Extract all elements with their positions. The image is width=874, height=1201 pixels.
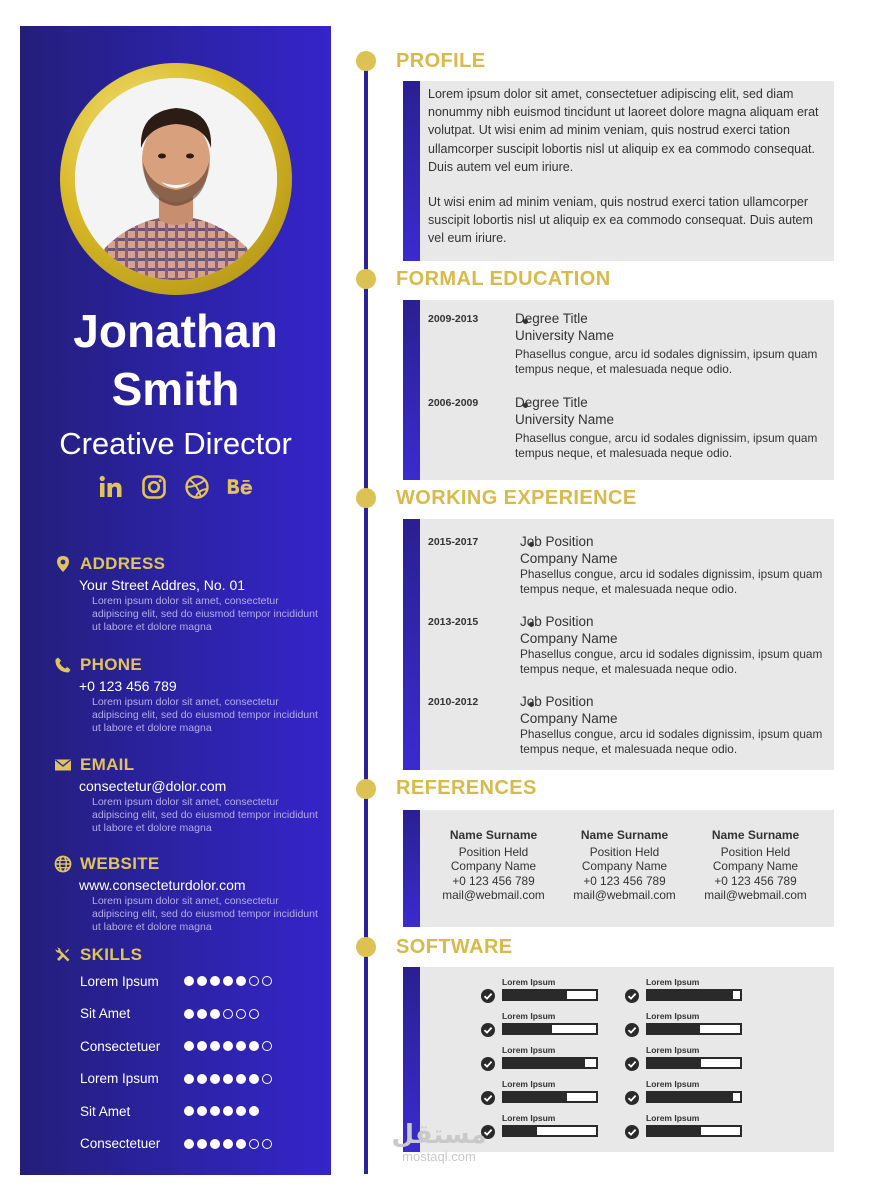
section-title-profile: PROFILE <box>396 50 486 72</box>
software-level-fill <box>648 1127 701 1135</box>
email-desc: Lorem ipsum dolor sit amet, consectetur adipiscing elit, sed do eiusmod tempor incididunt ut labore et dolore magna <box>92 796 318 834</box>
profile-paragraph-1: Lorem ipsum dolor sit amet, consectetuer adipiscing elit, sed diam nonummy nibh euismod tincidunt ut laoreet dolore magna aliquam erat volutpat. Ut wisi enim ad minim veniam, quis nostrud exerci tation ullamcorper suscipit lobortis nisl ut aliquip ex ea commodo consequat. Duis autem vel eum iriure. <box>428 87 819 174</box>
timeline-dot-education <box>356 269 376 289</box>
skill-label: Consectetuer <box>80 1136 161 1151</box>
reference-company: Company Name <box>712 859 799 874</box>
reference-company: Company Name <box>450 859 537 874</box>
rating-dot-icon <box>249 1074 259 1084</box>
first-name: Jonathan <box>73 305 278 357</box>
entry-desc: Phasellus congue, arcu id sodales dignissim, ipsum quam tempus neque, et malesuada neque odio. <box>515 431 818 460</box>
phone-block <box>54 654 324 735</box>
skills-block <box>54 944 324 966</box>
instagram-icon[interactable] <box>141 474 167 500</box>
phone-title: PHONE <box>80 655 142 674</box>
reference-name: Name Surname <box>580 828 669 842</box>
reference-position: Position Held <box>720 845 791 860</box>
timeline-dot-software <box>356 937 376 957</box>
phone-value: +0 123 456 789 <box>79 678 177 694</box>
address-desc: Lorem ipsum dolor sit amet, consectetur adipiscing elit, sed do eiusmod tempor incididunt ut labore et dolore magna <box>92 595 318 633</box>
section-title-software: SOFTWARE <box>396 936 513 958</box>
skill-label: Lorem Ipsum <box>80 1071 159 1086</box>
rating-dot-icon <box>197 1041 207 1051</box>
rating-dot-icon <box>236 1139 246 1149</box>
checkmark-icon <box>625 1125 639 1139</box>
skill-rating <box>184 1139 272 1149</box>
rating-dot-icon <box>249 976 259 986</box>
rating-dot-icon <box>184 976 194 986</box>
checkmark-icon <box>625 1057 639 1071</box>
rating-dot-icon <box>262 1041 272 1051</box>
rating-dot-icon <box>197 1009 207 1019</box>
rating-dot-icon <box>236 1009 246 1019</box>
timeline-dot-profile <box>356 51 376 71</box>
profile-panel <box>403 81 834 261</box>
skill-label: Sit Amet <box>80 1006 131 1021</box>
panel-accent-bar <box>403 810 420 927</box>
panel-accent-bar <box>403 81 420 261</box>
skill-rating <box>184 1074 272 1084</box>
skill-row <box>80 1069 310 1089</box>
job-title: Creative Director <box>59 426 292 461</box>
reference-name: Name Surname <box>449 828 538 842</box>
website-value: www.consecteturdolor.com <box>79 877 246 893</box>
location-pin-icon <box>54 555 72 573</box>
software-label: Lorem Ipsum <box>502 1079 556 1089</box>
rating-dot-icon <box>249 1139 259 1149</box>
phone-icon <box>54 656 72 674</box>
watermark-arabic: مستقل <box>391 1120 487 1150</box>
entry-place: University Name <box>515 328 615 343</box>
rating-dot-icon <box>223 1074 233 1084</box>
rating-dot-icon <box>184 1041 194 1051</box>
software-item <box>625 1113 755 1139</box>
rating-dot-icon <box>223 976 233 986</box>
rating-dot-icon <box>262 976 272 986</box>
reference-name: Name Surname <box>711 828 800 842</box>
software-level-bar <box>502 1125 598 1137</box>
tools-icon <box>54 946 72 964</box>
rating-dot-icon <box>184 1139 194 1149</box>
envelope-icon <box>54 756 72 774</box>
rating-dot-icon <box>210 1041 220 1051</box>
rating-dot-icon <box>249 1106 259 1116</box>
entry-place: Company Name <box>520 711 618 726</box>
profile-paragraph-2: Ut wisi enim ad minim veniam, quis nostrud exerci tation ullamcorper suscipit lobortis nisl ut aliquip ex ea commodo consequat. Duis autem vel eum iriure. <box>428 195 813 246</box>
rating-dot-icon <box>184 1009 194 1019</box>
checkmark-icon <box>625 1091 639 1105</box>
software-level-bar <box>502 1091 598 1103</box>
rating-dot-icon <box>236 976 246 986</box>
software-level-fill <box>648 1059 701 1067</box>
rating-dot-icon <box>197 1074 207 1084</box>
watermark-latin: mostaql.com <box>402 1149 476 1164</box>
rating-dot-icon <box>262 1139 272 1149</box>
software-label: Lorem Ipsum <box>502 1045 556 1055</box>
reference-email: mail@webmail.com <box>704 887 807 902</box>
software-level-bar <box>646 989 742 1001</box>
rating-dot-icon <box>210 1074 220 1084</box>
experience-panel <box>403 519 834 770</box>
software-level-fill <box>504 1093 567 1101</box>
profile-photo <box>75 78 277 280</box>
education-panel <box>403 300 834 480</box>
skill-row <box>80 1101 310 1121</box>
rating-dot-icon <box>197 976 207 986</box>
rating-dot-icon <box>210 1009 220 1019</box>
phone-desc: Lorem ipsum dolor sit amet, consectetur adipiscing elit, sed do eiusmod tempor incididunt ut labore et dolore magna <box>92 696 318 734</box>
skill-rating <box>184 976 272 986</box>
reference-email: mail@webmail.com <box>573 887 676 902</box>
skill-rating <box>184 1041 272 1051</box>
skill-row <box>80 1134 310 1154</box>
software-level-bar <box>646 1023 742 1035</box>
email-block <box>54 754 324 835</box>
linkedin-icon[interactable] <box>98 474 124 500</box>
reference-email: mail@webmail.com <box>442 887 545 902</box>
checkmark-icon <box>625 989 639 1003</box>
software-item <box>481 977 611 1003</box>
person-photo-icon <box>75 78 277 280</box>
rating-dot-icon <box>249 1009 259 1019</box>
reference-phone: +0 123 456 789 <box>452 873 535 888</box>
website-title: WEBSITE <box>80 854 160 873</box>
software-level-bar <box>502 1057 598 1069</box>
rating-dot-icon <box>184 1074 194 1084</box>
skill-label: Lorem Ipsum <box>80 973 159 989</box>
skills-list <box>80 971 310 1166</box>
rating-dot-icon <box>197 1139 207 1149</box>
reference-phone: +0 123 456 789 <box>583 873 666 888</box>
software-label: Lorem Ipsum <box>646 1045 700 1055</box>
rating-dot-icon <box>236 1074 246 1084</box>
entry-years: 2009-2013 <box>428 313 479 325</box>
software-level-fill <box>504 1025 552 1033</box>
rating-dot-icon <box>210 1139 220 1149</box>
software-level-fill <box>504 1127 537 1135</box>
skill-row <box>80 1036 310 1056</box>
entry-place: University Name <box>515 412 615 427</box>
rating-dot-icon <box>236 1041 246 1051</box>
software-label: Lorem Ipsum <box>646 977 700 987</box>
software-level-bar <box>502 989 598 1001</box>
last-name: Smith <box>111 363 240 415</box>
website-block <box>54 853 324 934</box>
software-level-bar <box>646 1057 742 1069</box>
entry-place: Company Name <box>520 631 618 646</box>
entry-years: 2006-2009 <box>428 397 479 409</box>
entry-desc: Phasellus congue, arcu id sodales dignissim, ipsum quam tempus neque, et malesuada neque odio. <box>515 347 818 376</box>
software-item <box>481 1045 611 1071</box>
social-links <box>20 474 331 500</box>
rating-dot-icon <box>223 1009 233 1019</box>
section-title-references: REFERENCES <box>396 777 537 799</box>
checkmark-icon <box>625 1023 639 1037</box>
reference-card <box>428 828 559 902</box>
profile-photo-frame <box>60 63 292 295</box>
software-level-fill <box>504 1059 585 1067</box>
entry-desc: Phasellus congue, arcu id sodales dignissim, ipsum quam tempus neque, et malesuada neque odio. <box>520 647 823 676</box>
rating-dot-icon <box>210 976 220 986</box>
entry-years: 2013-2015 <box>428 616 479 628</box>
website-desc: Lorem ipsum dolor sit amet, consectetur adipiscing elit, sed do eiusmod tempor incididunt ut labore et dolore magna <box>92 895 318 933</box>
software-label: Lorem Ipsum <box>646 1113 700 1123</box>
software-label: Lorem Ipsum <box>502 1113 556 1123</box>
panel-accent-bar <box>403 300 420 480</box>
software-level-bar <box>646 1125 742 1137</box>
section-title-education: FORMAL EDUCATION <box>396 268 611 290</box>
software-level-fill <box>648 991 733 999</box>
entry-title: Job Position <box>520 614 594 629</box>
reference-company: Company Name <box>581 859 668 874</box>
software-item <box>481 1079 611 1105</box>
entry-title: Job Position <box>520 694 594 709</box>
checkmark-icon <box>481 989 495 1003</box>
panel-accent-bar <box>403 519 420 770</box>
entry-place: Company Name <box>520 551 618 566</box>
address-value: Your Street Addres, No. 01 <box>79 577 246 593</box>
rating-dot-icon <box>197 1106 207 1116</box>
software-label: Lorem Ipsum <box>502 1011 556 1021</box>
globe-icon <box>54 855 72 873</box>
software-item <box>625 1045 755 1071</box>
timeline-dot-experience <box>356 488 376 508</box>
software-item <box>481 1113 611 1139</box>
checkmark-icon <box>481 1091 495 1105</box>
entry-title: Job Position <box>520 534 594 549</box>
rating-dot-icon <box>223 1106 233 1116</box>
reference-position: Position Held <box>458 845 529 860</box>
rating-dot-icon <box>223 1041 233 1051</box>
skill-rating <box>184 1106 259 1116</box>
checkmark-icon <box>481 1057 495 1071</box>
dribbble-icon[interactable] <box>184 474 210 500</box>
email-value: consectetur@dolor.com <box>79 778 227 794</box>
software-item <box>625 1011 755 1037</box>
entry-title: Degree Title <box>515 311 588 326</box>
reference-card <box>559 828 690 902</box>
entry-years: 2015-2017 <box>428 536 479 548</box>
skill-label: Sit Amet <box>80 1103 131 1119</box>
references-list <box>428 828 828 902</box>
address-block <box>54 553 324 634</box>
profile-text <box>428 85 823 248</box>
skill-row <box>80 971 310 991</box>
references-panel <box>403 810 834 927</box>
software-label: Lorem Ipsum <box>502 977 556 987</box>
entry-desc: Phasellus congue, arcu id sodales dignissim, ipsum quam tempus neque, et malesuada neque odio. <box>520 567 823 596</box>
software-level-fill <box>648 1093 733 1101</box>
skill-rating <box>184 1009 259 1019</box>
software-label: Lorem Ipsum <box>646 1011 700 1021</box>
checkmark-icon <box>481 1023 495 1037</box>
behance-icon[interactable] <box>227 474 253 500</box>
watermark <box>384 1120 494 1164</box>
rating-dot-icon <box>210 1106 220 1116</box>
software-item <box>481 1011 611 1037</box>
reference-card <box>690 828 821 902</box>
rating-dot-icon <box>184 1106 194 1116</box>
skill-label: Consectetuer <box>80 1038 161 1054</box>
software-level-fill <box>648 1025 700 1033</box>
entry-years: 2010-2012 <box>428 696 479 708</box>
software-level-bar <box>502 1023 598 1035</box>
entry-title: Degree Title <box>515 395 588 410</box>
skills-title: SKILLS <box>80 945 143 964</box>
entry-desc: Phasellus congue, arcu id sodales dignissim, ipsum quam tempus neque, et malesuada neque odio. <box>520 727 823 756</box>
address-title: ADDRESS <box>80 554 166 573</box>
timeline-line <box>364 62 368 1174</box>
reference-phone: +0 123 456 789 <box>714 873 797 888</box>
software-level-fill <box>504 991 567 999</box>
software-item <box>625 1079 755 1105</box>
section-title-experience: WORKING EXPERIENCE <box>396 487 637 509</box>
timeline-dot-references <box>356 779 376 799</box>
software-level-bar <box>646 1091 742 1103</box>
software-label: Lorem Ipsum <box>646 1079 700 1089</box>
rating-dot-icon <box>223 1139 233 1149</box>
rating-dot-icon <box>262 1074 272 1084</box>
email-title: EMAIL <box>80 755 135 774</box>
rating-dot-icon <box>249 1041 259 1051</box>
reference-position: Position Held <box>589 845 660 860</box>
skill-row <box>80 1004 310 1024</box>
rating-dot-icon <box>236 1106 246 1116</box>
software-item <box>625 977 755 1003</box>
